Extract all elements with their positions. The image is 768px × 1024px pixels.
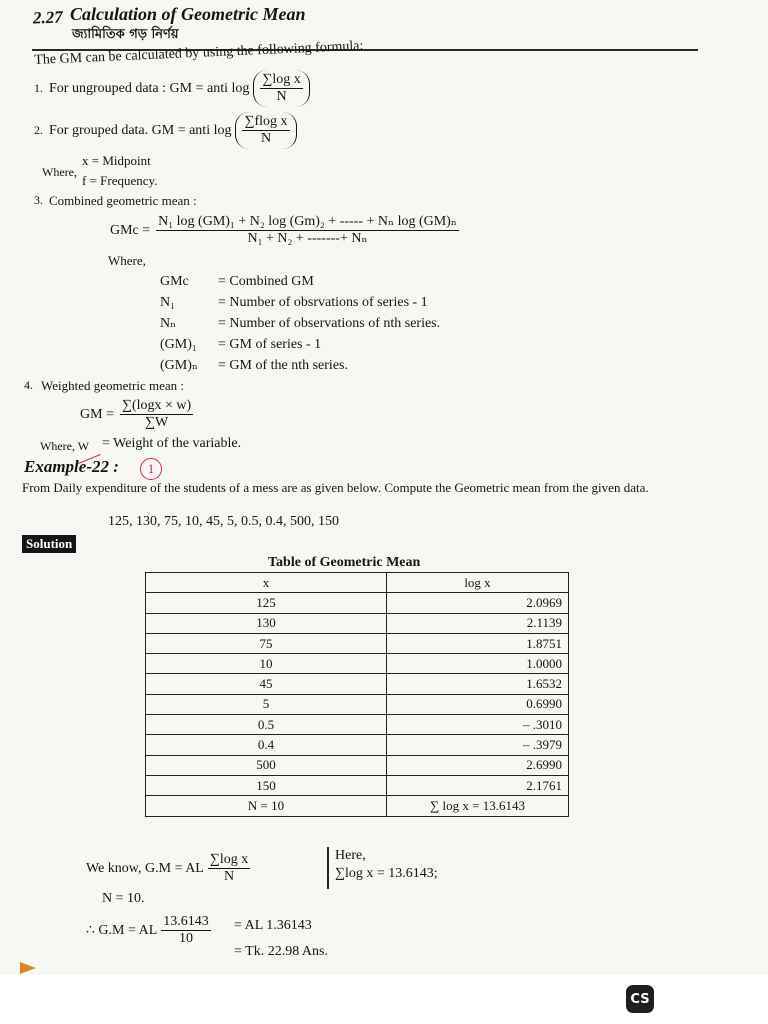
geometric-mean-table — [145, 572, 569, 817]
definition-term: (GM)₁ — [160, 337, 197, 352]
calc-formula-label: ∴ G.M = AL — [86, 923, 158, 938]
table-row — [146, 775, 569, 795]
column-header-logx: log x — [387, 573, 569, 593]
calc-therefore — [86, 914, 211, 947]
where-frequency: f = Frequency. — [82, 173, 158, 188]
formula-number: 3. — [34, 193, 43, 207]
calc-step: = AL 1.36143 — [234, 918, 312, 933]
cell-log-sum: ∑ log x = 13.6143 — [387, 796, 569, 816]
cell-logx: 2.1139 — [387, 613, 569, 633]
combined-gm-formula — [110, 214, 459, 247]
fraction-numerator: ∑(logx × w) — [121, 398, 192, 413]
section-number: 2.27 — [32, 7, 64, 28]
cell-x: 500 — [146, 755, 387, 775]
definition-term: N₁ — [160, 295, 175, 310]
fraction-numerator: ∑log x — [209, 852, 249, 867]
definition-row — [160, 292, 440, 313]
fraction-denominator: N — [260, 131, 272, 146]
cell-logx: 2.6990 — [387, 755, 569, 775]
formula-label: For ungrouped data : GM = anti log — [49, 80, 250, 96]
solution-label: Solution — [22, 535, 76, 553]
cell-logx: – .3010 — [387, 715, 569, 735]
definition-text: = GM of series - 1 — [218, 337, 322, 352]
table-row — [146, 633, 569, 653]
formula-number: 4. — [24, 378, 33, 392]
cell-x: 10 — [146, 654, 387, 674]
cell-x: 125 — [146, 593, 387, 613]
cell-x: 0.4 — [146, 735, 387, 755]
section-title: Calculation of Geometric Mean — [70, 4, 306, 24]
cell-logx: 0.6990 — [387, 694, 569, 714]
formula-label: Weighted geometric mean : — [41, 378, 184, 393]
cell-logx: – .3979 — [387, 735, 569, 755]
formula-fraction — [242, 114, 289, 147]
calc-fraction — [161, 914, 211, 947]
camscanner-logo: CS — [626, 985, 654, 1013]
fraction-denominator: ∑W — [144, 415, 169, 430]
definition-text: = Combined GM — [218, 274, 314, 289]
table-row — [146, 755, 569, 775]
fraction-numerator: ∑flog x — [244, 114, 288, 129]
weighted-where-label: Where, W — [40, 439, 90, 453]
cell-logx: 2.0969 — [387, 593, 569, 613]
formula-label: Combined geometric mean : — [49, 193, 197, 208]
calc-formula-label: We know, G.M = AL — [86, 860, 204, 876]
definition-term: (GM)ₙ — [160, 358, 198, 373]
calc-n-value: N = 10. — [102, 891, 145, 906]
table-footer-row — [146, 796, 569, 816]
weighted-gm-formula — [80, 398, 193, 431]
calc-divider — [327, 847, 329, 889]
definition-row — [160, 313, 440, 334]
formula-lhs: GMc = — [110, 222, 151, 238]
formula-bracket — [235, 112, 296, 149]
cell-x: 130 — [146, 613, 387, 633]
where-midpoint: x = Midpoint — [82, 153, 151, 168]
definition-text: = Number of obsrvations of series - 1 — [218, 295, 428, 310]
table-title: Table of Geometric Mean — [268, 555, 421, 570]
definition-row — [160, 355, 440, 376]
example-data: 125, 130, 75, 10, 45, 5, 0.5, 0.4, 500, 150 — [108, 514, 339, 529]
cell-x: 0.5 — [146, 715, 387, 735]
definition-term: Nₙ — [160, 316, 177, 331]
table-row — [146, 735, 569, 755]
cell-x: 5 — [146, 694, 387, 714]
fraction-numerator: N₁ log (GM)₁ + N₂ log (Gm)₂ + ----- + Nₙ log (GM)ₙ — [158, 214, 457, 229]
calc-here-label: Here, — [335, 848, 366, 863]
fraction-denominator: N₁ + N₂ + -------+ Nₙ — [247, 231, 368, 246]
formula-number: 1. — [34, 81, 43, 95]
formula-lhs: GM = — [80, 406, 114, 422]
calc-answer: = Tk. 22.98 Ans. — [234, 944, 328, 959]
table-header-row — [146, 573, 569, 593]
fraction-numerator: ∑log x — [262, 72, 301, 87]
formula-bracket — [253, 70, 309, 107]
combined-gm-heading — [34, 193, 197, 209]
formula-fraction — [156, 214, 459, 247]
definition-text: = GM of the nth series. — [218, 358, 348, 373]
fraction-numerator: 13.6143 — [163, 914, 209, 929]
cell-x: 150 — [146, 775, 387, 795]
formula-fraction — [260, 72, 302, 105]
formula-fraction — [120, 398, 193, 431]
where-label: Where, — [42, 165, 77, 179]
calc-fraction — [208, 852, 250, 885]
cell-logx: 1.6532 — [387, 674, 569, 694]
fraction-denominator: N — [223, 869, 235, 884]
definition-row — [160, 271, 440, 292]
cell-logx: 2.1761 — [387, 775, 569, 795]
definition-row — [160, 334, 440, 355]
definition-term: GMc — [160, 274, 189, 289]
fraction-denominator: 10 — [179, 931, 194, 946]
table-row — [146, 654, 569, 674]
example-text: From Daily expenditure of the students of a mess are as given below. Compute the Geometric mean from the given data. — [22, 480, 649, 495]
table-row — [146, 674, 569, 694]
formula-grouped — [34, 112, 297, 149]
calc-here-sum: ∑log x = 13.6143; — [335, 866, 438, 881]
page-corner-arrow-icon — [20, 962, 36, 974]
cell-x: 45 — [146, 674, 387, 694]
weighted-where-definition: = Weight of the variable. — [102, 436, 242, 451]
combined-where-label: Where, — [108, 253, 146, 268]
formula-number: 2. — [34, 123, 43, 137]
pen-circle-mark: 1 — [140, 458, 162, 480]
weighted-gm-heading — [24, 378, 184, 394]
column-header-x: x — [146, 573, 387, 593]
fraction-denominator: N — [276, 89, 287, 104]
definition-text: = Number of observations of nth series. — [218, 316, 441, 331]
cell-x: 75 — [146, 633, 387, 653]
table-row — [146, 613, 569, 633]
combined-definitions — [160, 271, 440, 376]
example-label: Example-22 : — [24, 457, 119, 476]
table-row — [146, 593, 569, 613]
cell-logx: 1.8751 — [387, 633, 569, 653]
cell-n-total: N = 10 — [146, 796, 387, 816]
table-row — [146, 694, 569, 714]
formula-label: For grouped data. GM = anti log — [49, 122, 232, 138]
calc-we-know — [86, 852, 250, 885]
table-row — [146, 715, 569, 735]
cell-logx: 1.0000 — [387, 654, 569, 674]
intro-text: The GM can be calculated by using the following formula: — [34, 38, 364, 68]
formula-ungrouped — [34, 70, 310, 107]
section-subtitle: জ্যামিতিক গড় নির্ণয় — [72, 27, 179, 42]
